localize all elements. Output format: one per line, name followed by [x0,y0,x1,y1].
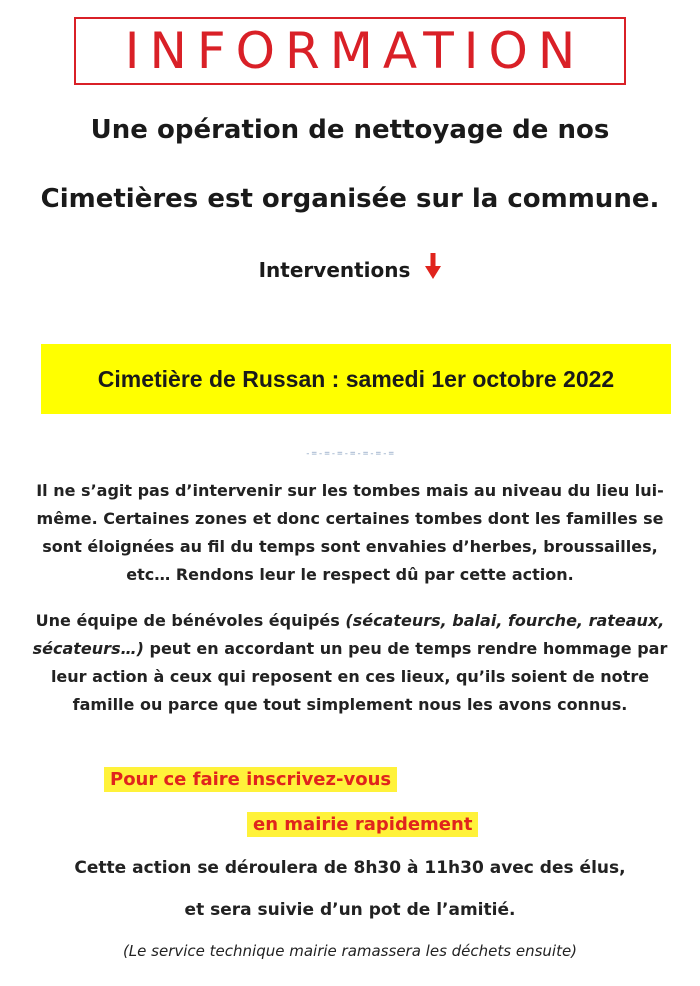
title-box [74,17,626,85]
event-date-text: Cimetière de Russan : samedi 1er octobre 2022 [97,365,615,392]
event-date-banner [41,344,671,414]
reception-line: et sera suivie d’un pot de l’amitié. [184,900,516,920]
footer-note: (Le service technique mairie ramassera les déchets ensuite) [122,942,578,960]
schedule-line: Cette action se déroulera de 8h30 à 11h30 avec des élus, [74,858,626,878]
separator-line: -=-=-=-=-=-=-= [305,449,395,459]
signup-highlight-1: Pour ce faire inscrivez-vous [104,767,397,792]
page-title: INFORMATION [124,22,586,80]
interventions-label: Interventions [258,258,411,282]
paragraph-volunteers-end: peut en accordant un peu de temps rendre hommage par leur action à ceux qui reposent en ces lieux, qu’ils soient de notre famille ou parce que tout simplement nous les avons connus. [50,639,668,714]
arrow-down-icon [425,253,441,284]
signup-highlight-2: en mairie rapidement [247,812,478,837]
paragraph-volunteers-start: Une équipe de bénévoles équipés [35,611,340,630]
headline-line-2: Cimetières est organisée sur la commune. [40,184,660,214]
headline-line-1: Une opération de nettoyage de nos [90,115,610,145]
paragraph-volunteers [20,607,680,719]
paragraph-intervention: Il ne s’agit pas d’intervenir sur les tombes mais au niveau du lieu lui-même. Certaines zones et donc certaines tombes dont les familles se sont éloignées au fil du temps sont envahies d’herbes, broussailles, etc… Rendons leur le respect dû par cette action. [36,481,664,584]
paragraph-volunteers-tools: (sécateurs, balai, fourche, rateaux, sécateurs…) [32,611,665,658]
interventions-heading [0,258,700,284]
